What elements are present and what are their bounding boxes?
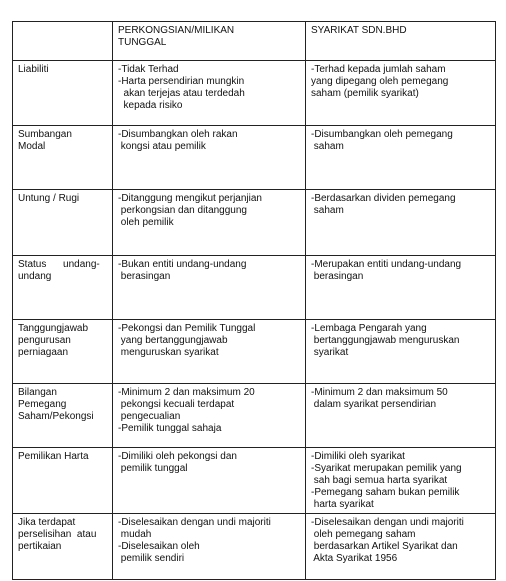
cell-line: -Ditanggung mengikut perjanjian [118,193,262,204]
header-company-text [311,25,490,37]
cell-line: syarikat [311,347,349,358]
company-cell [306,256,496,320]
company-cell [306,320,496,384]
cell-line: akan terjejas atau terdedah [118,88,245,99]
cell-line: Jika terdapat [18,517,76,528]
cell-line: pemilik tunggal [118,463,188,474]
partnership-cell [113,448,306,514]
header-cell-company [306,22,496,61]
cell-text [311,323,490,359]
cell-line: menguruskan syarikat [118,347,219,358]
cell-line: -Harta persendirian mungkin [118,76,245,87]
table-row [13,190,496,256]
cell-line: -Pemegang saham bukan pemilik [311,487,460,498]
cell-line: -Disumbangkan oleh rakan [118,129,238,140]
cell-line: Akta Syarikat 1956 [311,553,398,564]
cell-line: sah bagi semua harta syarikat [311,475,448,486]
cell-text [118,193,300,229]
cell-line: mudah [118,529,152,540]
cell-line: saham [311,141,344,152]
row-label-cell [13,384,113,448]
header-line: SYARIKAT SDN.BHD [311,25,407,36]
cell-line: saham (pemilik syarikat) [311,88,419,99]
cell-line: pengecualian [118,411,181,422]
cell-text [118,259,300,283]
cell-line: yang dipegang oleh pemegang [311,76,449,87]
cell-text [311,517,490,565]
cell-text [118,517,300,565]
cell-line: berasingan [311,271,364,282]
cell-line: -Dimiliki oleh syarikat [311,451,405,462]
cell-line: Pemegang [18,399,67,410]
cell-line: Bilangan [18,387,57,398]
cell-text [18,64,107,76]
company-cell [306,61,496,126]
cell-line: -Disumbangkan oleh pemegang [311,129,453,140]
partnership-cell [113,61,306,126]
cell-line: yang bertanggungjawab [118,335,228,346]
header-line: TUNGGAL [118,37,167,48]
row-label-cell [13,256,113,320]
table-row [13,384,496,448]
cell-line: kepada risiko [118,100,183,111]
cell-line: harta syarikat [311,499,374,510]
table-row [13,256,496,320]
cell-line: -Terhad kepada jumlah saham [311,64,446,75]
cell-text [311,451,490,511]
cell-line: oleh pemilik [118,217,174,228]
company-cell [306,190,496,256]
company-cell [306,126,496,190]
cell-line: bertanggungjawab menguruskan [311,335,460,346]
company-cell [306,448,496,514]
cell-line: Tanggungjawab [18,323,89,334]
table-row [13,320,496,384]
cell-line: -Dimiliki oleh pekongsi dan [118,451,237,462]
cell-line: -Diselesaikan oleh [118,541,200,552]
row-label-cell [13,514,113,580]
cell-line: -Pekongsi dan Pemilik Tunggal [118,323,256,334]
cell-line: -Lembaga Pengarah yang [311,323,427,334]
cell-line: berasingan [118,271,171,282]
company-cell [306,384,496,448]
partnership-cell [113,320,306,384]
cell-text [118,323,300,359]
cell-line: Liabiliti [18,64,49,75]
cell-line: -Merupakan entiti undang-undang [311,259,462,270]
table-row [13,514,496,580]
company-cell [306,514,496,580]
cell-text [118,129,300,153]
row-label-cell [13,320,113,384]
cell-text [18,259,107,283]
table-row [13,126,496,190]
cell-line: -Pemilik tunggal sahaja [118,423,222,434]
row-label-cell [13,448,113,514]
cell-text [311,259,490,283]
cell-line: -Diselesaikan dengan undi majoriti [311,517,464,528]
table-row [13,61,496,126]
cell-line: Sumbangan [18,129,72,140]
cell-text [311,193,490,217]
cell-line: Modal [18,141,46,152]
row-label-cell [13,61,113,126]
cell-line: pekongsi kecuali terdapat [118,399,235,410]
cell-line: berdasarkan Artikel Syarikat dan [311,541,458,552]
cell-text [118,387,300,435]
cell-line: -Diselesaikan dengan undi majoriti [118,517,271,528]
header-cell-partnership [113,22,306,61]
cell-line: Status undang- [18,259,100,270]
cell-text [18,323,107,359]
row-label-cell [13,190,113,256]
cell-text [18,451,107,463]
cell-line: -Syarikat merupakan pemilik yang [311,463,462,474]
header-row [13,22,496,61]
cell-line: dalam syarikat persendirian [311,399,437,410]
cell-text [18,193,107,205]
row-label-cell [13,126,113,190]
cell-line: -Minimum 2 dan maksimum 50 [311,387,448,398]
cell-text [311,129,490,153]
partnership-cell [113,384,306,448]
cell-line: undang [18,271,52,282]
partnership-cell [113,514,306,580]
cell-line: Saham/Pekongsi [18,411,94,422]
cell-text [118,451,300,475]
table-body [13,22,496,580]
cell-line: perniagaan [18,347,69,358]
cell-line: pertikaian [18,541,62,552]
cell-line: Pemilikan Harta [18,451,89,462]
cell-line: -Berdasarkan dividen pemegang [311,193,456,204]
cell-line: -Minimum 2 dan maksimum 20 [118,387,255,398]
cell-line: oleh pemegang saham [311,529,416,540]
header-line: PERKONGSIAN/MILIKAN [118,25,235,36]
cell-text [311,387,490,411]
cell-line: pemilik sendiri [118,553,185,564]
table-row [13,448,496,514]
cell-line: -Bukan entiti undang-undang [118,259,247,270]
partnership-cell [113,190,306,256]
cell-text [18,129,107,153]
partnership-cell [113,126,306,190]
cell-line: saham [311,205,344,216]
cell-text [118,64,300,112]
comparison-table [12,21,496,580]
cell-text [311,64,490,100]
cell-line: -Tidak Terhad [118,64,179,75]
header-cell-empty [13,22,113,61]
header-partnership-text [118,25,300,49]
cell-line: kongsi atau pemilik [118,141,206,152]
cell-line: perselisihan atau [18,529,97,540]
cell-line: Untung / Rugi [18,193,80,204]
cell-line: perkongsian dan ditanggung [118,205,247,216]
cell-text [18,517,107,553]
cell-text [18,387,107,423]
cell-line: pengurusan [18,335,71,346]
partnership-cell [113,256,306,320]
